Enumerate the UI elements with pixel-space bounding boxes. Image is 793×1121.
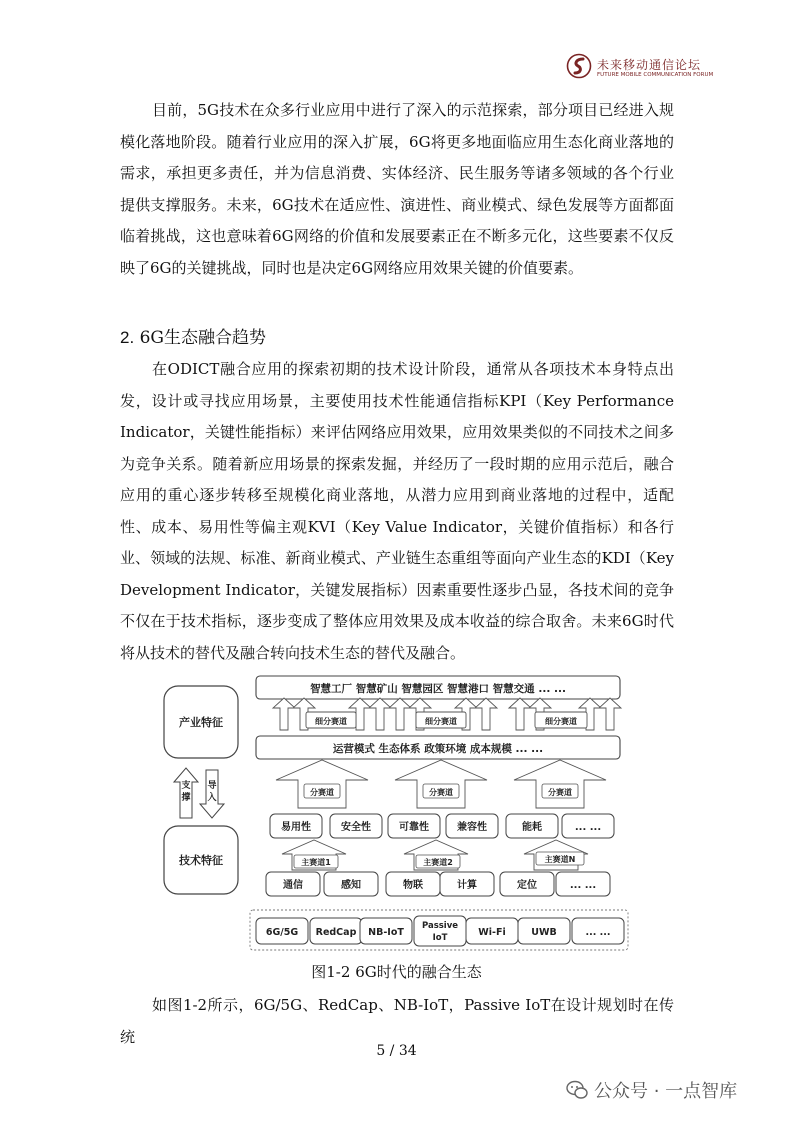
sub-track-group-2 <box>389 698 497 730</box>
cap-sensing: 感知 <box>341 880 361 891</box>
business-bar-label: 运营模式 生态体系 政策环境 成本规模 ... ... <box>332 743 544 755</box>
track-arrow-2 <box>395 760 487 808</box>
logo-english-name: FUTURE MOBILE COMMUNICATION FORUM <box>597 72 714 78</box>
track-label-3: 分赛道 <box>548 788 572 797</box>
kvi-compatibility: 兼容性 <box>457 822 487 833</box>
wechat-icon <box>566 1080 588 1100</box>
track-arrow-1 <box>276 760 368 808</box>
import-char-2: 入 <box>207 793 217 803</box>
support-char-2: 撑 <box>181 793 191 803</box>
forum-logo <box>566 52 714 82</box>
track-arrow-3 <box>514 760 606 808</box>
cap-iot: 物联 <box>403 880 423 891</box>
support-char-1: 支 <box>181 781 191 791</box>
sub-track-group-1 <box>273 698 391 730</box>
logo-chinese-name: 未来移动通信论坛 <box>597 58 702 72</box>
main-track-1 <box>282 840 346 870</box>
tech-6g-5g: 6G/5G <box>265 927 299 938</box>
main-track-label-2: 主赛道2 <box>423 858 453 867</box>
tech-uwb: UWB <box>531 927 557 938</box>
tech-row <box>256 916 624 946</box>
figure-caption: 图1-2 6G时代的融合生态 <box>311 963 482 981</box>
sub-track-label-1: 细分赛道 <box>315 717 347 726</box>
paragraph-2: 在ODICT融合应用的探索初期的技术设计阶段，通常从各项技术本身特点出发，设计或寻找应用场景，主要使用技术性能通信指标KPI（Key Performance Indicator，关键性能指标）来评估网络应用效果，应用效果类似的不同技术之间多为竞争关系。随着新应用场景的探索发掘，并经历了一段时期的应用示范后，融合应用的重心逐步转移至规模化商业落地，从潜力应用到商业落地的过程中，适配性、成本、易用性等偏主观KVI（Key Value Indicator，关键价值指标）和各行业、领域的法规、标准、新商业模式、产业链生态重组等面向产业生态的KDI（Key Development Indicator，关键发展指标）因素重要性逐步凸显，各技术间的竞争不仅在于技术指标，逐步变成了整体应用效果及成本收益的综合取舍。未来6G时代将从技术的替代及融合转向技术生态的替代及融合。 <box>120 360 674 662</box>
tech-feature-label: 技术特征 <box>179 854 223 867</box>
paragraph-2-block <box>120 354 674 669</box>
ecosystem-diagram <box>160 672 630 954</box>
application-bar-label: 智慧工厂 智慧矿山 智慧园区 智慧港口 智慧交通 ... ... <box>310 683 566 695</box>
kvi-more: ... ... <box>574 822 602 833</box>
watermark <box>566 1077 737 1103</box>
cap-computing: 计算 <box>457 880 477 891</box>
kvi-energy: 能耗 <box>522 822 542 833</box>
section-number: 2. <box>120 328 135 347</box>
main-track-3 <box>524 840 588 870</box>
capability-row <box>266 872 610 896</box>
kvi-row <box>270 814 614 838</box>
main-track-label-3: 主赛道N <box>544 855 576 864</box>
tech-passive-line-1: Passive <box>421 921 459 931</box>
track-label-1: 分赛道 <box>310 788 334 797</box>
tech-redcap: RedCap <box>315 927 357 938</box>
tech-wifi: Wi-Fi <box>478 927 506 938</box>
kvi-reliability: 可靠性 <box>399 822 429 833</box>
cap-more: ... ... <box>569 880 597 891</box>
watermark-text: 公众号 · 一点智库 <box>594 1081 738 1102</box>
cap-communication: 通信 <box>283 880 303 891</box>
track-label-2: 分赛道 <box>429 788 453 797</box>
sub-track-group-3 <box>509 698 621 730</box>
main-track-label-1: 主赛道1 <box>301 858 331 867</box>
sub-track-label-3: 细分赛道 <box>545 717 577 726</box>
section-title: 6G生态融合趋势 <box>139 328 266 348</box>
tech-passive-line-2: IoT <box>432 933 448 943</box>
paragraph-1-block <box>120 95 674 284</box>
paragraph-1: 目前，5G技术在众多行业应用中进行了深入的示范探索，部分项目已经进入规模化落地阶段。随着行业应用的深入扩展，6G将更多地面临应用生态化商业落地的需求，承担更多责任，并为信息消费、实体经济、民生服务等诸多领域的各个行业提供支撑服务。未来，6G技术在适应性、演进性、商业模式、绿色发展等方面都面临着挑战，这也意味着6G网络的价值和发展要素正在不断多元化，这些要素不仅反映了6G的关键挑战，同时也是决定6G网络应用效果关键的价值要素。 <box>120 101 674 277</box>
import-char-1: 导 <box>207 781 217 791</box>
cap-positioning: 定位 <box>517 880 537 891</box>
tech-more: ... ... <box>585 927 611 938</box>
sub-track-label-2: 细分赛道 <box>425 717 457 726</box>
page-number: 5 / 34 <box>376 1043 417 1059</box>
section-heading <box>120 324 674 352</box>
kvi-usability: 易用性 <box>281 822 311 833</box>
tech-nb-iot: NB-IoT <box>368 927 404 938</box>
forum-logo-icon <box>566 53 592 79</box>
paragraph-3: 如图1-2所示，6G/5G、RedCap、NB-IoT，Passive IoT在设计规划时在传统 <box>120 996 674 1046</box>
main-track-2 <box>404 840 468 870</box>
kvi-security: 安全性 <box>341 822 371 833</box>
industry-feature-label: 产业特征 <box>179 716 223 729</box>
